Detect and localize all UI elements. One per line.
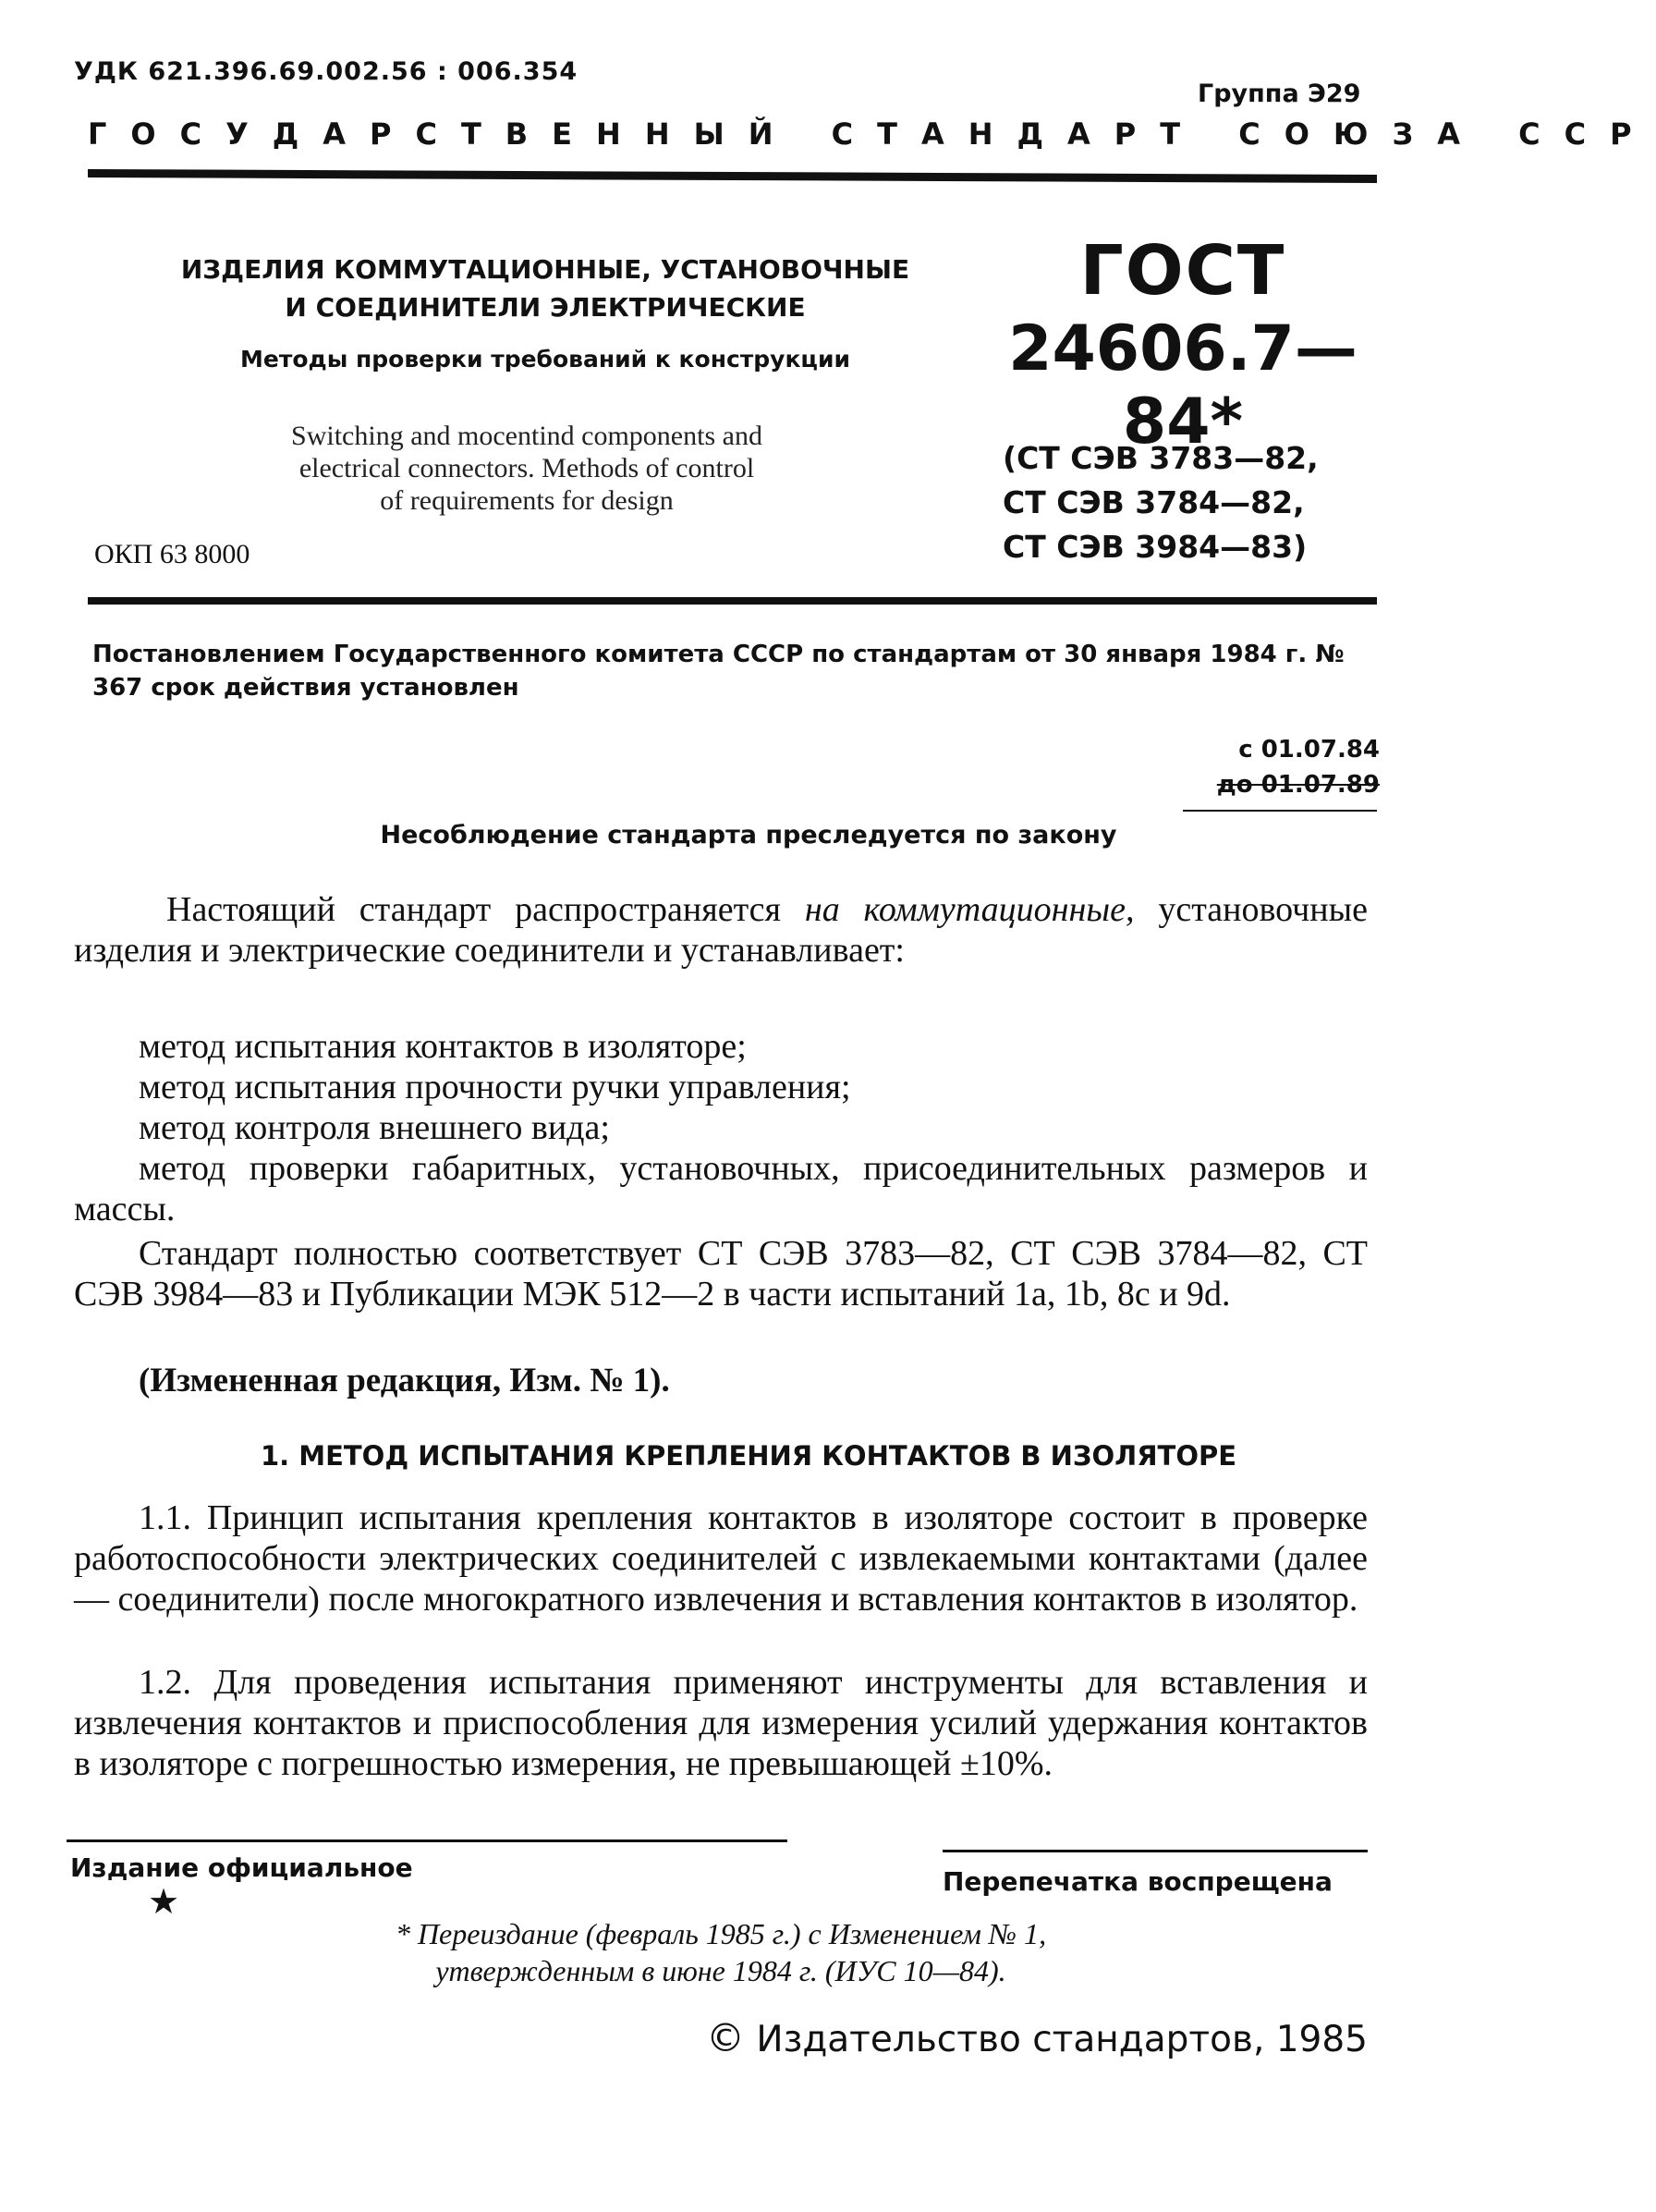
- valid-from: с 01.07.84: [1238, 736, 1380, 764]
- validity-underline: [1183, 810, 1377, 812]
- document-title: [157, 251, 933, 326]
- reprint-prohibited-label: Перепечатка воспрещена: [943, 1866, 1333, 1897]
- title-line-1: ИЗДЕЛИЯ КОММУТАЦИОННЫЕ, УСТАНОВОЧНЫЕ: [180, 254, 910, 285]
- star-icon: ★: [148, 1883, 180, 1922]
- intro-paragraph: [74, 889, 1368, 971]
- english-title: [120, 420, 933, 517]
- decree-text: Постановлением Государственного комитета СССР по стандартам от 30 января 1984 г. № 367 срок действия установлен: [92, 641, 1345, 702]
- footnote-line-1: * Переиздание (февраль 1985 г.) с Изменением № 1,: [395, 1917, 1047, 1950]
- publisher-name: Издательство стандартов, 1985: [756, 2019, 1368, 2060]
- list-item: метод проверки габаритных, установочных, присоединительных размеров и массы.: [74, 1149, 1368, 1228]
- footer-rule-right: [943, 1850, 1368, 1852]
- udc-code: УДК 621.396.69.002.56 : 006.354: [74, 57, 578, 86]
- clause-1-2: 1.2. Для проведения испытания применяют инструменты для вставления и извлечения контактов и приспособления для измерения усилий удержания контактов в изоляторе с погрешностью измерения, не превышающей ±10%.: [74, 1663, 1368, 1783]
- footnote-line-2: утвержденным в июне 1984 г. (ИУС 10—84).: [435, 1954, 1006, 1987]
- document-subtitle: Методы проверки требований к конструкции: [240, 346, 850, 373]
- english-title-line-2: electrical connectors. Methods of control: [298, 453, 755, 483]
- amendment-note: (Измененная редакция, Изм. № 1).: [139, 1362, 670, 1399]
- cmea-reference-2: СТ СЭВ 3784—82,: [1003, 484, 1305, 520]
- group-code: Группа Э29: [1198, 79, 1361, 108]
- section-1-title: 1. МЕТОД ИСПЫТАНИЯ КРЕПЛЕНИЯ КОНТАКТОВ В ИЗОЛЯТОРЕ: [260, 1440, 1237, 1472]
- methods-list: [74, 1026, 1368, 1229]
- title-rule: [88, 597, 1377, 605]
- title-line-2: И СОЕДИНИТЕЛИ ЭЛЕКТРИЧЕСКИЕ: [285, 292, 806, 323]
- penalty-notice: Несоблюдение стандарта преследуется по закону: [380, 821, 1117, 849]
- list-item: метод контроля внешнего вида;: [139, 1108, 610, 1147]
- conformity-paragraph: Стандарт полностью соответствует СТ СЭВ 3783—82, СТ СЭВ 3784—82, СТ СЭВ 3984—83 и Публикации МЭК 512—2 в части испытаний 1a, 1b, 8c и 9d.: [74, 1234, 1368, 1314]
- list-item: метод испытания прочности ручки управления;: [139, 1068, 851, 1106]
- cmea-reference-1: (СТ СЭВ 3783—82,: [1003, 440, 1319, 476]
- header-rule: [88, 169, 1377, 183]
- official-edition-label: Издание официальное: [70, 1852, 413, 1883]
- publisher-line: [0, 2015, 1368, 2060]
- okp-code: ОКП 63 8000: [94, 539, 250, 569]
- gost-label: ГОСТ: [1079, 231, 1286, 311]
- valid-to: до 01.07.89: [1216, 771, 1380, 799]
- cmea-references: [1003, 436, 1319, 569]
- handwritten-insertion: на коммутационные,: [804, 890, 1135, 929]
- gost-number: 24606.7—84*: [1008, 312, 1358, 458]
- english-title-line-1: Switching and mocentind components and: [291, 421, 762, 451]
- state-standard-banner: ГОСУДАРСТВЕННЫЙ СТАНДАРТ СОЮЗА ССР: [88, 116, 1656, 152]
- english-title-line-3: of requirements for design: [380, 485, 674, 516]
- validity-period: [1217, 732, 1380, 802]
- copyright-icon: ©: [706, 2015, 745, 2060]
- intro-text-2: установочные изделия и электрические соединители и устанавливает:: [74, 890, 1369, 970]
- reissue-footnote: [259, 1915, 1183, 1989]
- clause-1-1: 1.1. Принцип испытания крепления контактов в изоляторе состоит в проверке работоспособности электрических соединителей с извлекаемыми контактами (далее — соединители) после многократного извлечения и вставления контактов в изолятор.: [74, 1498, 1368, 1619]
- list-item: метод испытания контактов в изоляторе;: [139, 1027, 747, 1066]
- cmea-reference-3: СТ СЭВ 3984—83): [1003, 529, 1308, 565]
- intro-text-1: Настоящий стандарт распространяется: [166, 890, 781, 929]
- footer-rule-left: [67, 1839, 787, 1842]
